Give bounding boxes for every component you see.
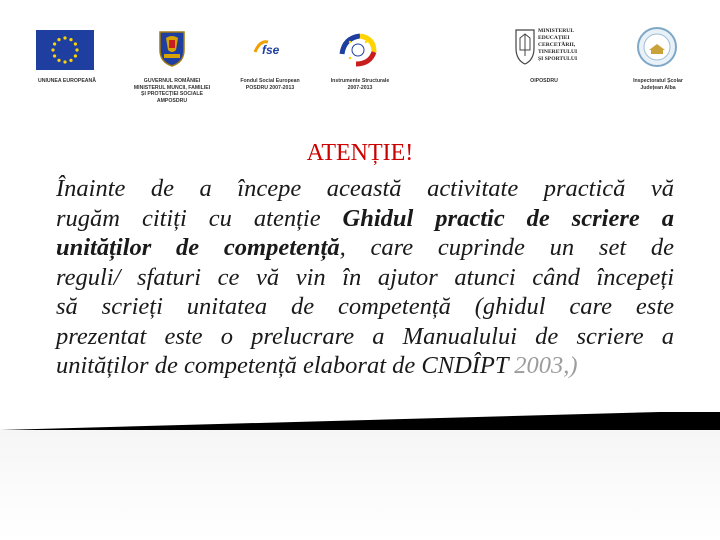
romania-coat-of-arms-icon xyxy=(156,28,188,73)
guide-title-text: Ghidul practic de scriere a xyxy=(342,204,674,232)
fse-logo-icon xyxy=(252,36,286,63)
instrumente-structurale-icon xyxy=(336,28,380,75)
logo-caption: Instrumente Structurale 2007-2013 xyxy=(330,78,390,91)
ministry-education-logo-icon xyxy=(512,26,538,71)
paragraph-line xyxy=(56,322,674,352)
paragraph-line xyxy=(56,174,674,204)
paragraph-line xyxy=(56,292,674,322)
logo-caption: Inspectoratul Școlar Județean Alba xyxy=(633,78,683,91)
footer-area xyxy=(0,430,720,540)
guide-title-text: unităților de competență xyxy=(56,234,340,261)
paragraph-line xyxy=(56,263,674,293)
page-title: ATENȚIE! xyxy=(306,140,414,166)
footer-band xyxy=(0,412,720,430)
text-segment: să scrieți unitatea de competență (ghidul care este xyxy=(56,293,674,320)
text-segment: Înainte de a începe această activitate practică vă xyxy=(56,175,674,202)
logo-caption: OIPOSDRU xyxy=(530,78,558,84)
year-text: 2003,) xyxy=(514,352,578,379)
text-segment: rugăm citiți cu atenție xyxy=(56,204,343,232)
paragraph-line xyxy=(56,351,674,381)
paragraph-line xyxy=(56,233,674,263)
svg-text:fse: fse xyxy=(262,43,280,57)
ministry-name: MINISTERUL EDUCAȚIEI CERCETĂRII, TINERETULUI ȘI SPORTULUI xyxy=(538,28,578,62)
logo-caption: Fondul Social European POSDRU 2007-2013 xyxy=(240,78,300,91)
text-segment: prezentat este o prelucrare a Manualului de scriere a xyxy=(56,322,674,350)
logo-header xyxy=(0,0,720,105)
instruction-paragraph xyxy=(56,174,674,381)
inspectorat-scolar-icon xyxy=(636,26,678,73)
logo-caption: UNIUNEA EUROPEANĂ xyxy=(37,78,97,84)
eu-flag-icon xyxy=(36,30,94,75)
text-segment: reguli/ sfaturi ce vă vin în ajutor atunci când începeți xyxy=(56,263,674,291)
logo-caption: GUVERNUL ROMÂNIEI MINISTERUL MUNCII, FAMILIEI ȘI PROTECȚIEI SOCIALE AMPOSDRU xyxy=(133,78,211,104)
text-segment: unităților de competență elaborat de CNDÎPT xyxy=(56,352,515,379)
text-segment: , care cuprinde un set de xyxy=(339,234,674,261)
paragraph-line xyxy=(56,204,674,234)
